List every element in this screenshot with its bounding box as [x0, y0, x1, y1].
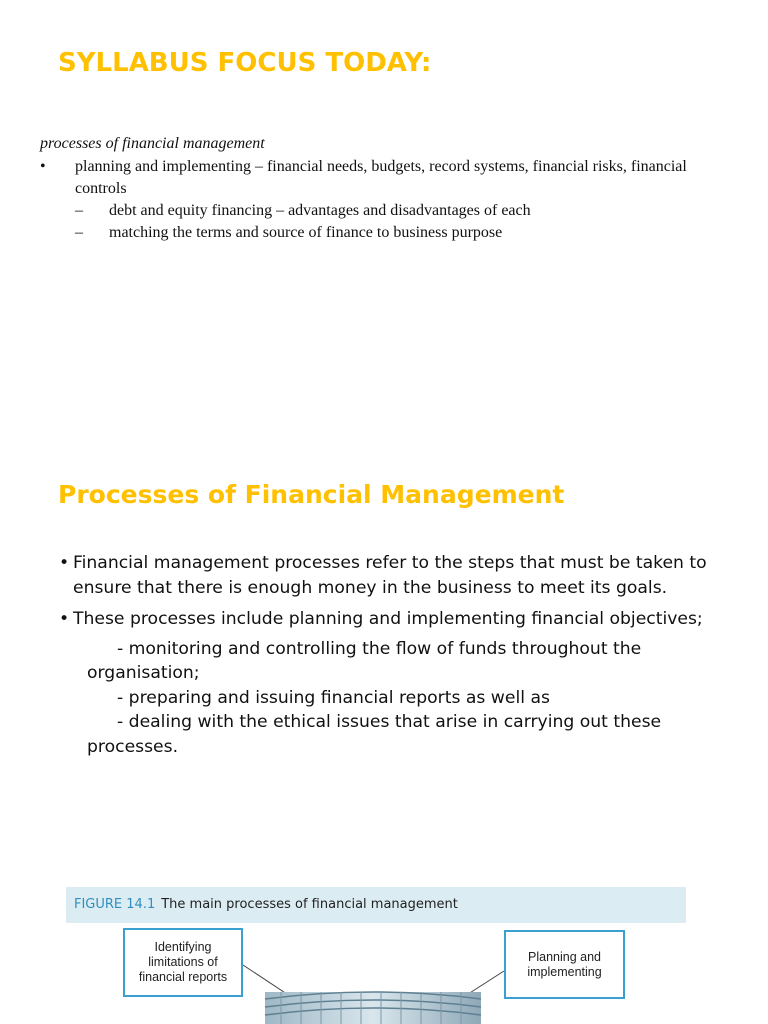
- syllabus-subitem-text: matching the terms and source of finance to business purpose: [109, 224, 503, 241]
- bullet-point: [59, 551, 709, 600]
- figure-number: FIGURE 14.1: [74, 897, 156, 912]
- bullet-text: Financial management processes refer to the steps that must be taken to ensure that there is enough money in the business to meet its goals.: [73, 553, 707, 598]
- process-box-label: Planning and implementing: [527, 949, 602, 979]
- process-box-planning: [504, 930, 625, 999]
- dash-marker: –: [75, 202, 83, 219]
- syllabus-bullet: [40, 156, 740, 200]
- syllabus-excerpt: [40, 133, 740, 244]
- syllabus-heading: processes of financial management: [40, 135, 265, 152]
- bullet-marker: •: [59, 553, 70, 573]
- process-box-label: Identifying limitations of financial reports: [138, 940, 228, 984]
- syllabus-title: SYLLABUS FOCUS TODAY:: [58, 48, 432, 78]
- subpoint-list: [59, 637, 709, 760]
- figure-caption-text: The main processes of financial management: [161, 897, 458, 912]
- dash-marker: –: [75, 224, 83, 241]
- syllabus-subitem: [75, 222, 740, 244]
- processes-body: [59, 551, 709, 759]
- syllabus-bullet-text: planning and implementing – financial needs, budgets, record systems, financial risks, financial controls: [75, 158, 687, 197]
- bullet-marker: •: [59, 609, 70, 629]
- bullet-point: [59, 607, 709, 632]
- figure-processes-diagram: [66, 887, 686, 1024]
- process-box-identifying-limitations: [123, 928, 243, 997]
- subpoint: - dealing with the ethical issues that arise in carrying out these processes.: [87, 712, 662, 757]
- bullet-text: These processes include planning and implementing financial objectives;: [73, 609, 703, 629]
- subpoint: - monitoring and controlling the flow of funds throughout the organisation;: [87, 638, 642, 683]
- processes-title: Processes of Financial Management: [58, 480, 565, 509]
- subpoint: - preparing and issuing financial reports as well as: [117, 687, 550, 708]
- syllabus-subitem-text: debt and equity financing – advantages and disadvantages of each: [109, 202, 531, 219]
- bullet-marker: •: [40, 158, 46, 175]
- syllabus-subitem: [75, 200, 740, 222]
